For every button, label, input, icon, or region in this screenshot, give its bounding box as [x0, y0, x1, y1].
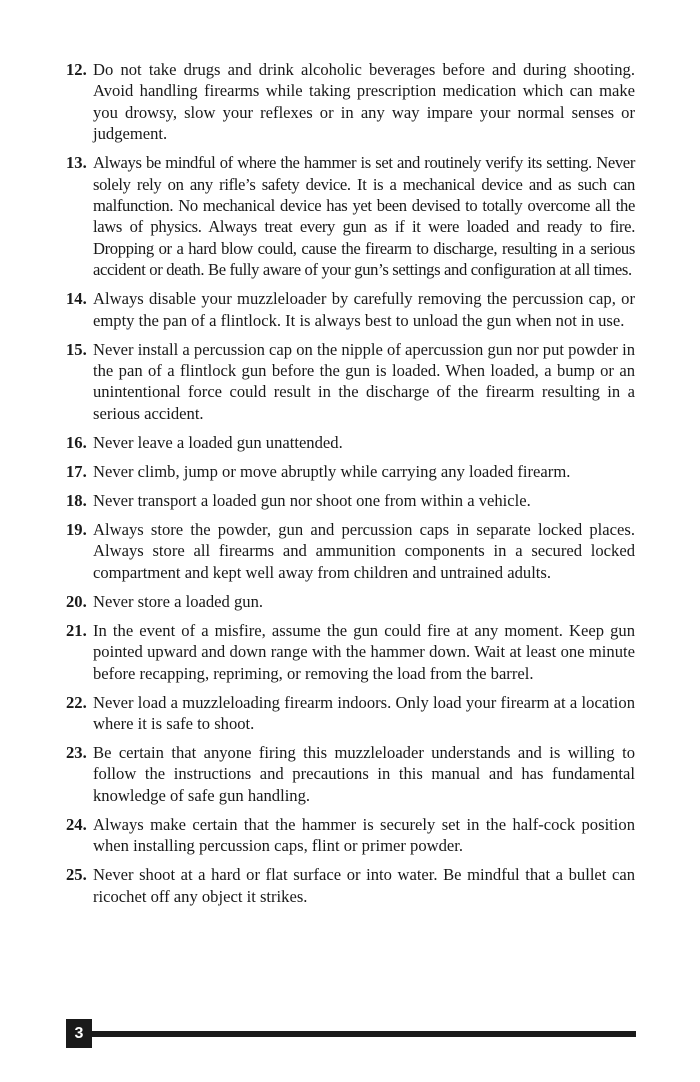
item-text: Always disable your muzzleloader by carefully removing the percussion cap, or empty the pan of a flintlock. It is always best to unload the gun when not in use. [93, 289, 635, 330]
item-text: Never leave a loaded gun unattended. [93, 432, 343, 452]
item-text: Never shoot at a hard or flat surface or into water. Be mindful that a bullet can ricochet off any object it strikes. [93, 865, 635, 906]
item-text: In the event of a misfire, assume the gun could fire at any moment. Keep gun pointed upward and down range with the hammer down. Wait at least one minute before recapping, repriming, or removing the load from the barrel. [93, 620, 635, 683]
page-number: 3 [66, 1019, 92, 1048]
list-item [66, 620, 635, 684]
item-number: 22. [66, 692, 87, 712]
list-item [66, 519, 635, 583]
footer-rule [92, 1031, 636, 1037]
list-item [66, 432, 635, 453]
item-text: Never store a loaded gun. [93, 591, 264, 611]
item-text: Always make certain that the hammer is securely set in the half-cock position when installing percussion caps, flint or primer powder. [93, 814, 635, 856]
list-item [66, 591, 635, 612]
list-item [66, 742, 635, 806]
item-number: 15. [66, 339, 87, 359]
item-number: 24. [66, 814, 87, 834]
item-number: 18. [66, 490, 87, 510]
item-number: 17. [66, 461, 87, 481]
list-item [66, 339, 635, 425]
list-item [66, 814, 635, 857]
item-number: 21. [66, 620, 87, 640]
list-item [66, 288, 635, 331]
item-number: 14. [66, 289, 87, 309]
list-item [66, 461, 635, 482]
item-number: 19. [66, 519, 87, 539]
item-number: 16. [66, 432, 87, 452]
item-number: 23. [66, 742, 87, 762]
item-text: Always store the powder, gun and percussion caps in separate locked places. Always store all firearms and ammunition components in a secured locked compartment and kept well away from children and untrained adults. [93, 519, 635, 582]
list-item [66, 490, 635, 511]
list-item [66, 864, 635, 907]
item-text: Be certain that anyone firing this muzzleloader understands and is willing to follow the instructions and precautions in this manual and has fundamental knowledge of safe gun handling. [93, 742, 635, 805]
item-text: Do not take drugs and drink alcoholic beverages before and during shooting. Avoid handling firearms while taking prescription medication which can make you drowsy, slow your reflexes or in any way impare your normal senses or judgement. [93, 60, 635, 144]
safety-instructions-list [66, 59, 635, 915]
item-text: Never climb, jump or move abruptly while carrying any loaded firearm. [93, 461, 571, 481]
page-footer [66, 1019, 636, 1048]
list-item [66, 152, 635, 280]
item-text: Never transport a loaded gun nor shoot one from within a vehicle. [93, 490, 531, 510]
item-number: 12. [66, 60, 87, 79]
item-text: Never load a muzzleloading firearm indoors. Only load your firearm at a location where it is safe to shoot. [93, 692, 635, 733]
item-number: 20. [66, 591, 87, 611]
item-number: 13. [66, 153, 87, 173]
list-item [66, 59, 635, 145]
item-number: 25. [66, 865, 87, 885]
item-text: Always be mindful of where the hammer is set and routinely verify its setting. Never solely rely on any rifle’s safety device. It is a mechanical device and as such can malfunction. No mechanical device has yet been devised to totally overcome all the laws of physics. Always treat every gun as if it were loaded and ready to fire. Dropping or a hard blow could, cause the firearm to discharge, resulting in a serious accident or death. Be fully aware of your gun’s settings and configuration at all times. [93, 153, 635, 280]
item-text: Never install a percussion cap on the nipple of apercussion gun nor put powder in the pan of a flintlock gun before the gun is loaded. When loaded, a bump or an unintentional force could result in the discharge of the firearm resulting in a serious accident. [93, 339, 635, 423]
list-item [66, 692, 635, 735]
